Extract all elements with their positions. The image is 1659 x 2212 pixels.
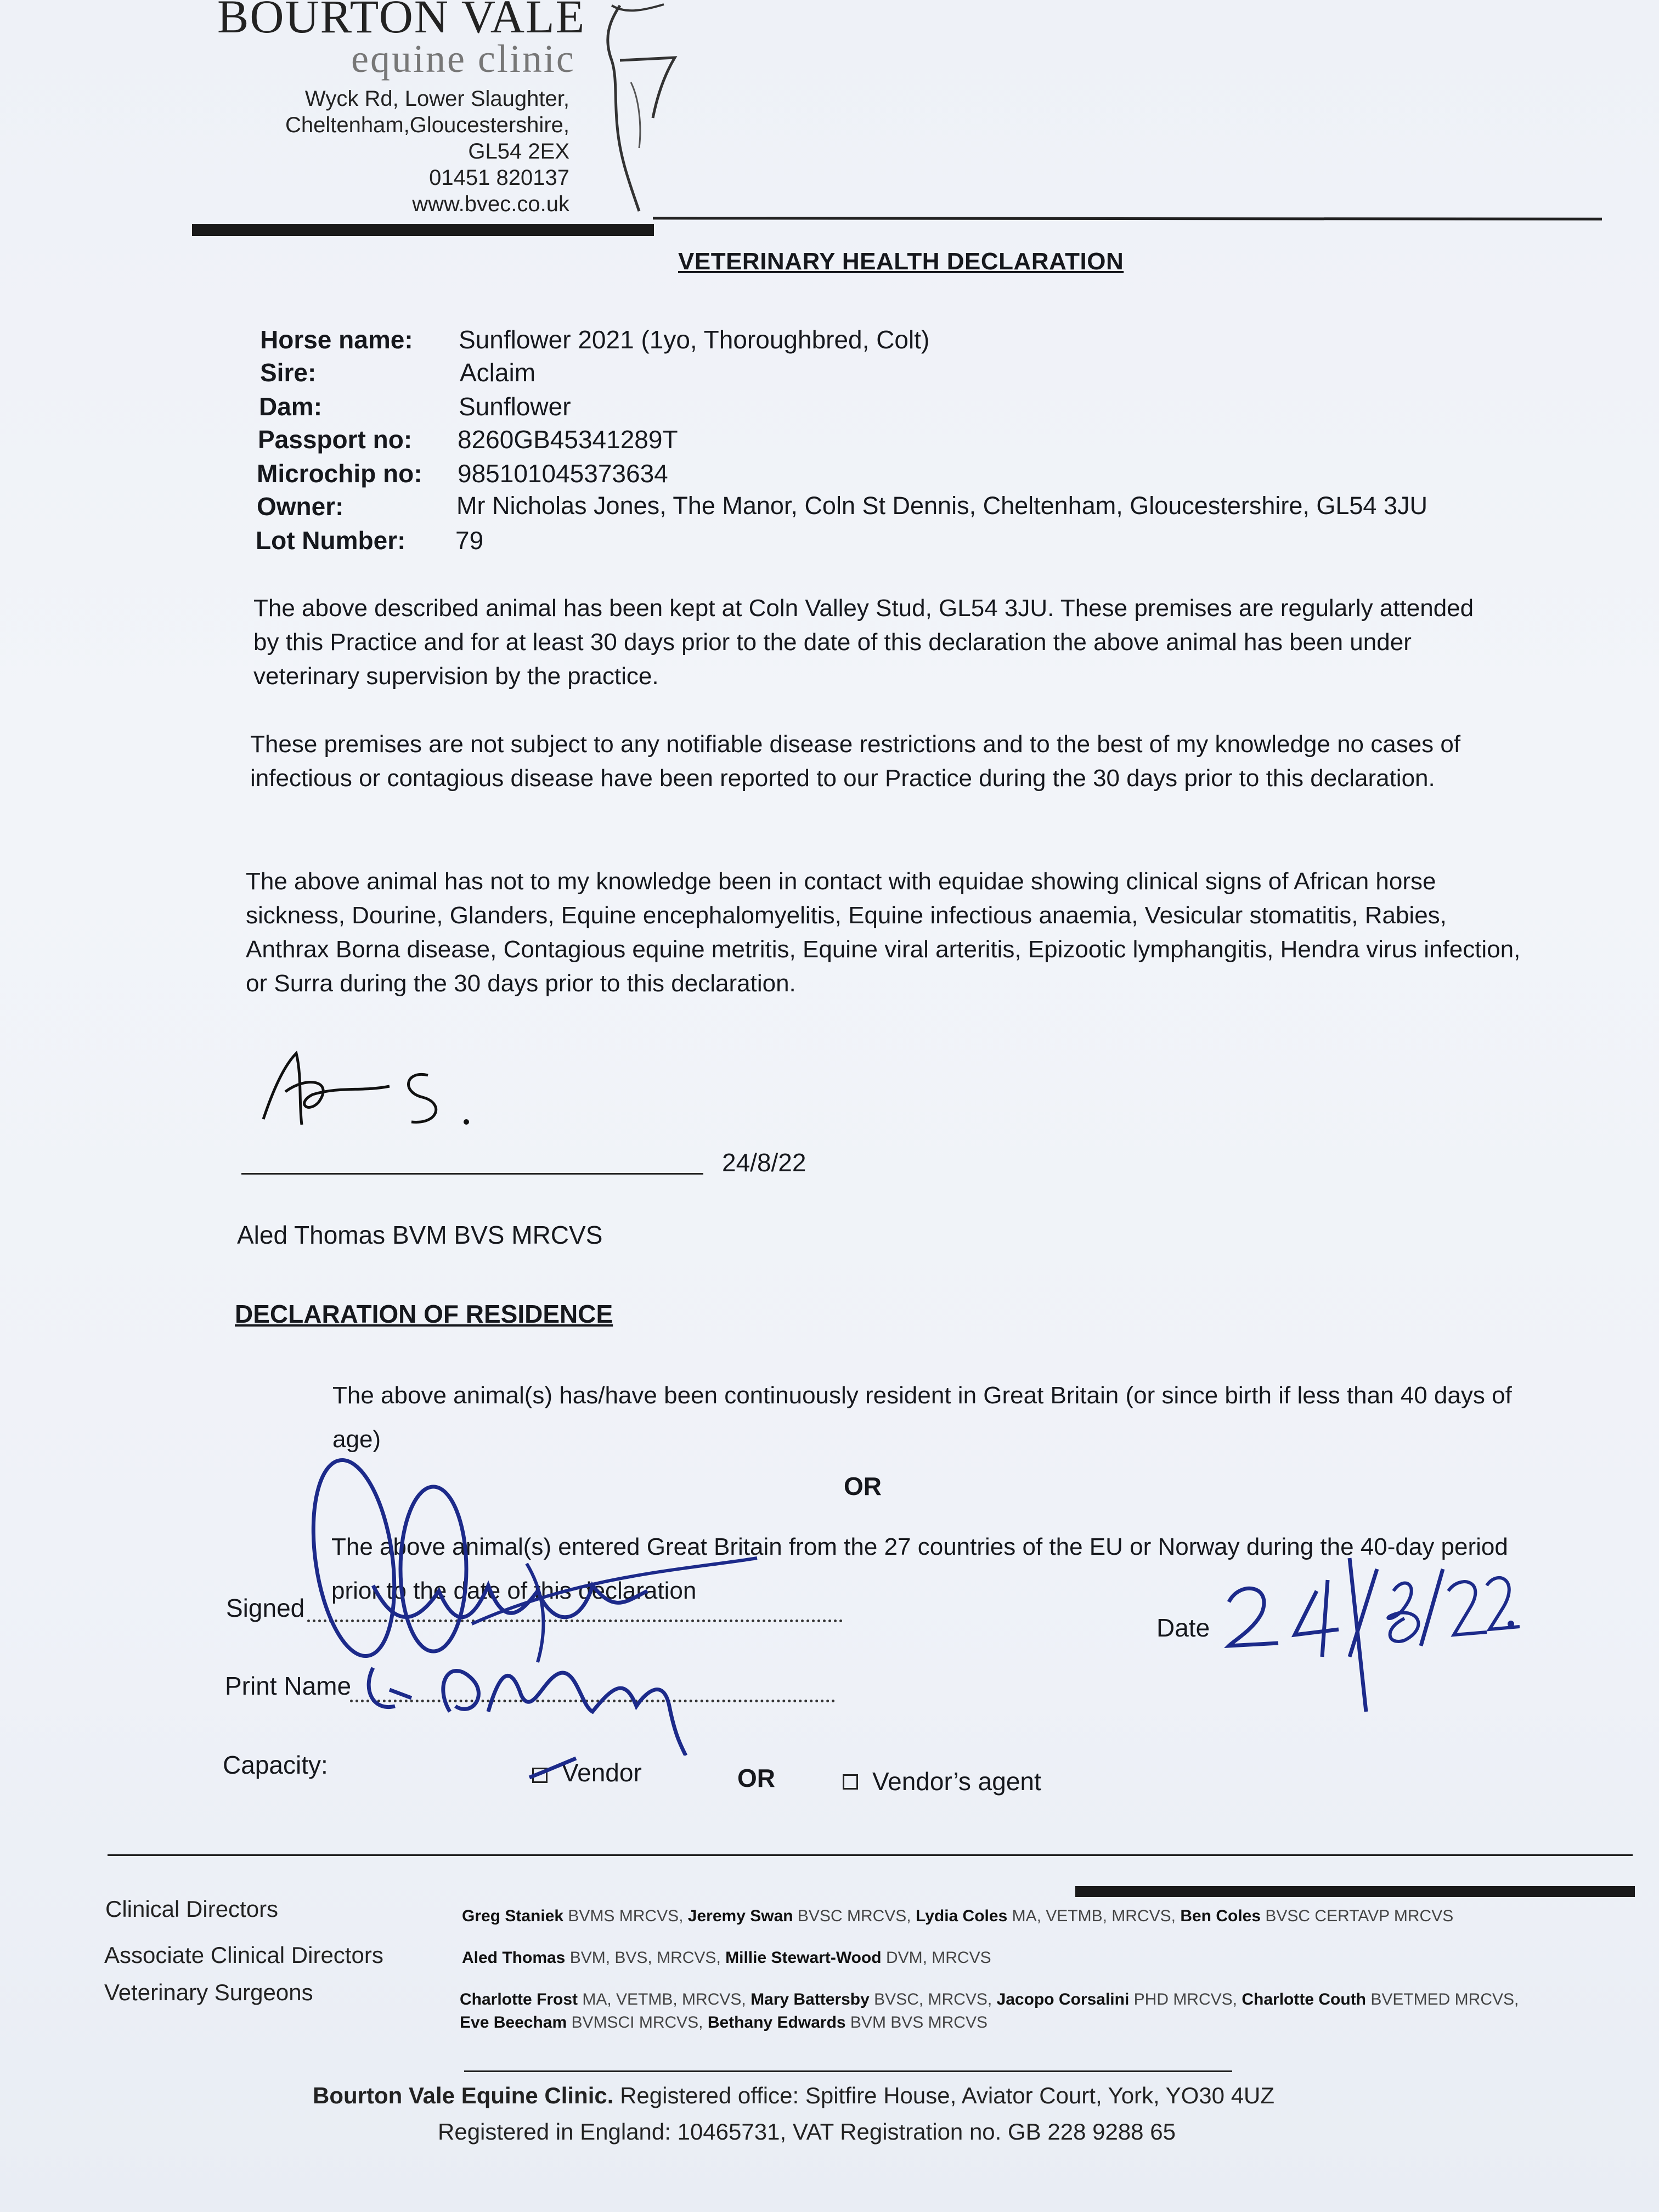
surgeon-name: Jacopo Corsalini: [996, 1990, 1130, 2008]
print-name-label: Print Name: [225, 1672, 352, 1700]
horse-logo-icon: [598, 0, 697, 214]
associates-list: [462, 1949, 991, 1967]
horse-name-value: Sunflower 2021 (1yo, Thoroughbred, Colt): [459, 325, 930, 354]
associate-quals: DVM, MRCVS: [885, 1949, 991, 1967]
surgeon-name: Eve Beecham: [460, 2013, 567, 2032]
surgeon-name: Charlotte Couth: [1242, 1990, 1366, 2008]
vet-sign-date: 24/8/22: [722, 1148, 806, 1177]
dam-label: Dam:: [259, 392, 323, 421]
registered-name: Bourton Vale Equine Clinic.: [313, 2083, 614, 2108]
residence-option-a: The above animal(s) has/have been continuously resident in Great Britain (or since birth if less than 40 days of age): [332, 1382, 1512, 1453]
director-quals: BVSC CERTAVP MRCVS: [1265, 1907, 1454, 1925]
directors-label: Clinical Directors: [105, 1896, 279, 1922]
surgeons-list-line1: [460, 1990, 1519, 2009]
date-label: Date: [1156, 1613, 1210, 1642]
clinic-name: BOURTON VALE: [217, 0, 586, 43]
surgeon-name: Mary Battersby: [751, 1990, 870, 2008]
sire-label: Sire:: [260, 358, 317, 387]
surgeons-label: Veterinary Surgeons: [104, 1979, 313, 2005]
director-name: Greg Staniek: [462, 1907, 564, 1925]
associate-quals: BVM, BVS, MRCVS,: [569, 1949, 721, 1967]
footer-rule-short: [464, 2070, 1232, 2072]
paragraph-restrictions: These premises are not subject to any notifiable disease restrictions and to the best of my knowledge no cases of infectious or contagious disease have been reported to our Practice during the 30 days prior to this declaration.: [250, 731, 1461, 792]
surgeon-quals: BVSC, MRCVS,: [874, 1990, 992, 2008]
passport-value: 8260GB45341289T: [458, 425, 678, 454]
header-rule-thick: [192, 224, 654, 236]
address-line-3: GL54 2EX: [468, 139, 569, 163]
footer-rule-thin: [108, 1854, 1633, 1856]
lot-number-value: 79: [455, 526, 484, 555]
associate-name: Millie Stewart-Wood: [725, 1949, 882, 1967]
horse-name-label: Horse name:: [260, 325, 413, 354]
handwritten-date: [1212, 1547, 1520, 1712]
vet-signature-line: [241, 1173, 703, 1175]
director-quals: BVMS MRCVS,: [568, 1907, 684, 1925]
registration-numbers: Registered in England: 10465731, VAT Registration no. GB 228 9288 65: [438, 2119, 1176, 2145]
capacity-or: OR: [737, 1764, 775, 1792]
paragraph-supervision: The above described animal has been kept at Coln Valley Stud, GL54 3JU. These premises are regularly attended by this Practice and for at least 30 days prior to the date of this declaration the above animal has been under veterinary supervision by the practice.: [253, 595, 1474, 690]
owner-label: Owner:: [257, 492, 344, 521]
address-line-1: Wyck Rd, Lower Slaughter,: [304, 87, 569, 111]
surgeons-list-line2: [460, 2013, 988, 2032]
director-name: Ben Coles: [1180, 1907, 1261, 1925]
surgeon-quals: BVETMED MRCVS,: [1370, 1990, 1519, 2008]
surgeon-quals: MA, VETMB, MRCVS,: [582, 1990, 746, 2008]
surgeon-quals: PHD MRCVS,: [1133, 1990, 1237, 2008]
vendor-label: Vendor: [562, 1758, 642, 1787]
clinic-subtitle: equine clinic: [351, 37, 575, 81]
lot-number-label: Lot Number:: [256, 526, 406, 555]
residence-option-b: The above animal(s) entered Great Britain from the 27 countries of the EU or Norway during the 40-day period prior to the date of this declaration: [331, 1533, 1508, 1604]
paragraph-disease-contact: The above animal has not to my knowledge been in contact with equidae showing clinical signs of African horse sickness, Dourine, Glanders, Equine encephalomyelitis, Equine infectious anaemia, Vesicular stomatitis, Rabies, Anthrax Borna disease, Contagious equine metritis, Equine viral arteritis, Epizootic lymphangitis, Hendra virus infection, or Surra during the 30 days prior to this declaration.: [246, 868, 1521, 997]
dam-value: Sunflower: [459, 392, 571, 421]
associates-label: Associate Clinical Directors: [104, 1942, 383, 1968]
capacity-label: Capacity:: [223, 1751, 328, 1779]
associate-name: Aled Thomas: [462, 1949, 566, 1967]
vendor-tick-mark: [527, 1756, 582, 1788]
footer-rule-thick: [1075, 1886, 1635, 1897]
surgeon-name: Charlotte Frost: [460, 1990, 578, 2008]
registered-office-address: Registered office: Spitfire House, Aviator Court, York, YO30 4UZ: [620, 2083, 1275, 2108]
address-line-2: Cheltenham,Gloucestershire,: [285, 113, 569, 137]
website: www.bvec.co.uk: [412, 192, 569, 216]
residence-title: DECLARATION OF RESIDENCE: [235, 1300, 613, 1328]
document-title: VETERINARY HEALTH DECLARATION: [678, 248, 1124, 275]
owner-value: Mr Nicholas Jones, The Manor, Coln St Dennis, Cheltenham, Gloucestershire, GL54 3JU: [456, 492, 1427, 520]
ink-dot: [1508, 1621, 1514, 1627]
vendor-agent-checkbox[interactable]: [843, 1774, 858, 1790]
header-rule-thin: [653, 217, 1602, 221]
phone-number: 01451 820137: [429, 166, 569, 190]
microchip-value: 985101045373634: [458, 459, 668, 488]
sire-value: Aclaim: [460, 358, 536, 387]
vendor-agent-label: Vendor’s agent: [872, 1767, 1041, 1796]
surgeon-quals: BVMSCI MRCVS,: [571, 2013, 703, 2032]
surgeon-name: Bethany Edwards: [707, 2013, 846, 2032]
registered-office: [313, 2083, 1274, 2109]
director-name: Jeremy Swan: [687, 1907, 793, 1925]
director-quals: BVSC MRCVS,: [797, 1907, 911, 1925]
surgeon-quals: BVM BVS MRCVS: [850, 2013, 988, 2032]
passport-label: Passport no:: [258, 425, 413, 454]
microchip-label: Microchip no:: [257, 459, 422, 488]
residence-or: OR: [844, 1472, 882, 1500]
director-name: Lydia Coles: [915, 1907, 1008, 1925]
vet-name: Aled Thomas BVM BVS MRCVS: [237, 1221, 603, 1249]
directors-list: [462, 1907, 1453, 1926]
director-quals: MA, VETMB, MRCVS,: [1012, 1907, 1176, 1925]
signed-label: Signed: [226, 1594, 305, 1622]
vendor-signature: [307, 1448, 878, 1756]
vet-signature: [252, 1042, 483, 1136]
